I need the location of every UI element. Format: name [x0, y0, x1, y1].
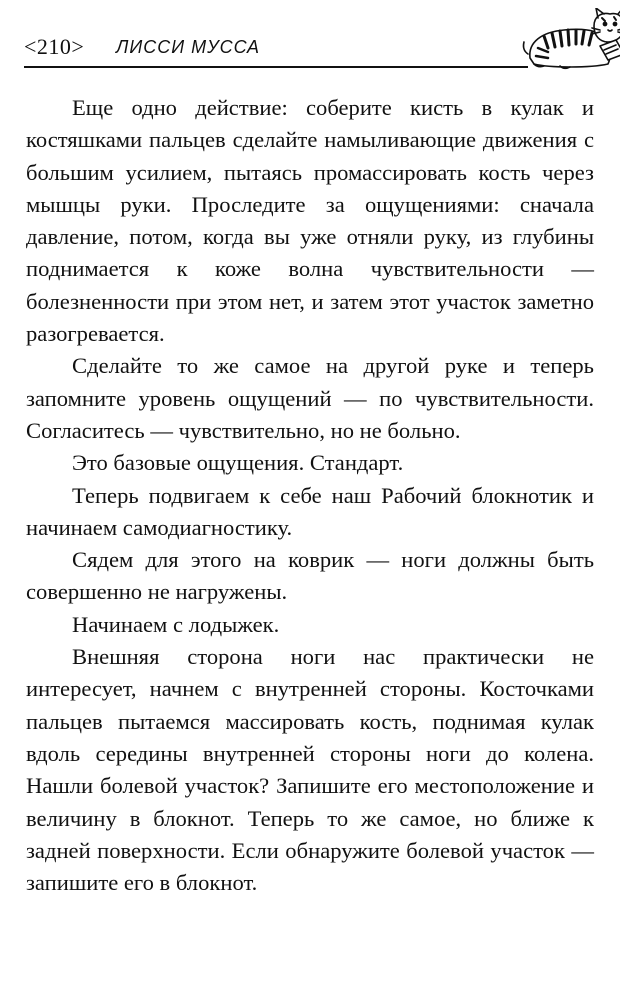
- running-header: [24, 30, 592, 68]
- paragraph: Начинаем с лодыжек.: [72, 611, 280, 637]
- paragraph: Сделайте то же самое на другой руке и теперь запомните уровень ощущений — по чувствительности. Согласитесь — чувствительно, но не больно.: [26, 353, 594, 443]
- body-text: [26, 92, 594, 899]
- cat-icon: [520, 8, 620, 72]
- paragraph: Внешняя сторона ноги нас практически не интересует, начнем с внутренней стороны. Косточками пальцев пытаемся массировать кость, поднимая кулак вдоль середины внутренней стороны ноги до колена. Нашли болевой участок? Запишите его местоположение и величину в блокнот. Теперь то же самое, но ближе к задней поверхности. Если обнаружите болевой участок — запишите его в блокнот.: [26, 644, 594, 896]
- paragraph: Теперь подвигаем к себе наш Рабочий блокнотик и начинаем самодиагностику.: [26, 482, 594, 540]
- paragraph: Это базовые ощущения. Стандарт.: [72, 450, 404, 476]
- paragraph: Еще одно действие: соберите кисть в кулак и костяшками пальцев сделайте намыливающие движения с большим усилием, пытаясь промассировать кость через мышцы руки. Проследите за ощущениями: сначала давление, потом, когда вы уже отняли руку, из глубины поднимается к коже волна чувствительности — болезненности при этом нет, и затем этот участок заметно разогревается.: [26, 95, 594, 347]
- paragraph: Сядем для этого на коврик — ноги должны быть совершенно не нагружены.: [26, 547, 594, 605]
- page-number: <210>: [24, 34, 85, 59]
- author-name: ЛИССИ МУССА: [116, 37, 260, 57]
- header-rule: [24, 66, 528, 68]
